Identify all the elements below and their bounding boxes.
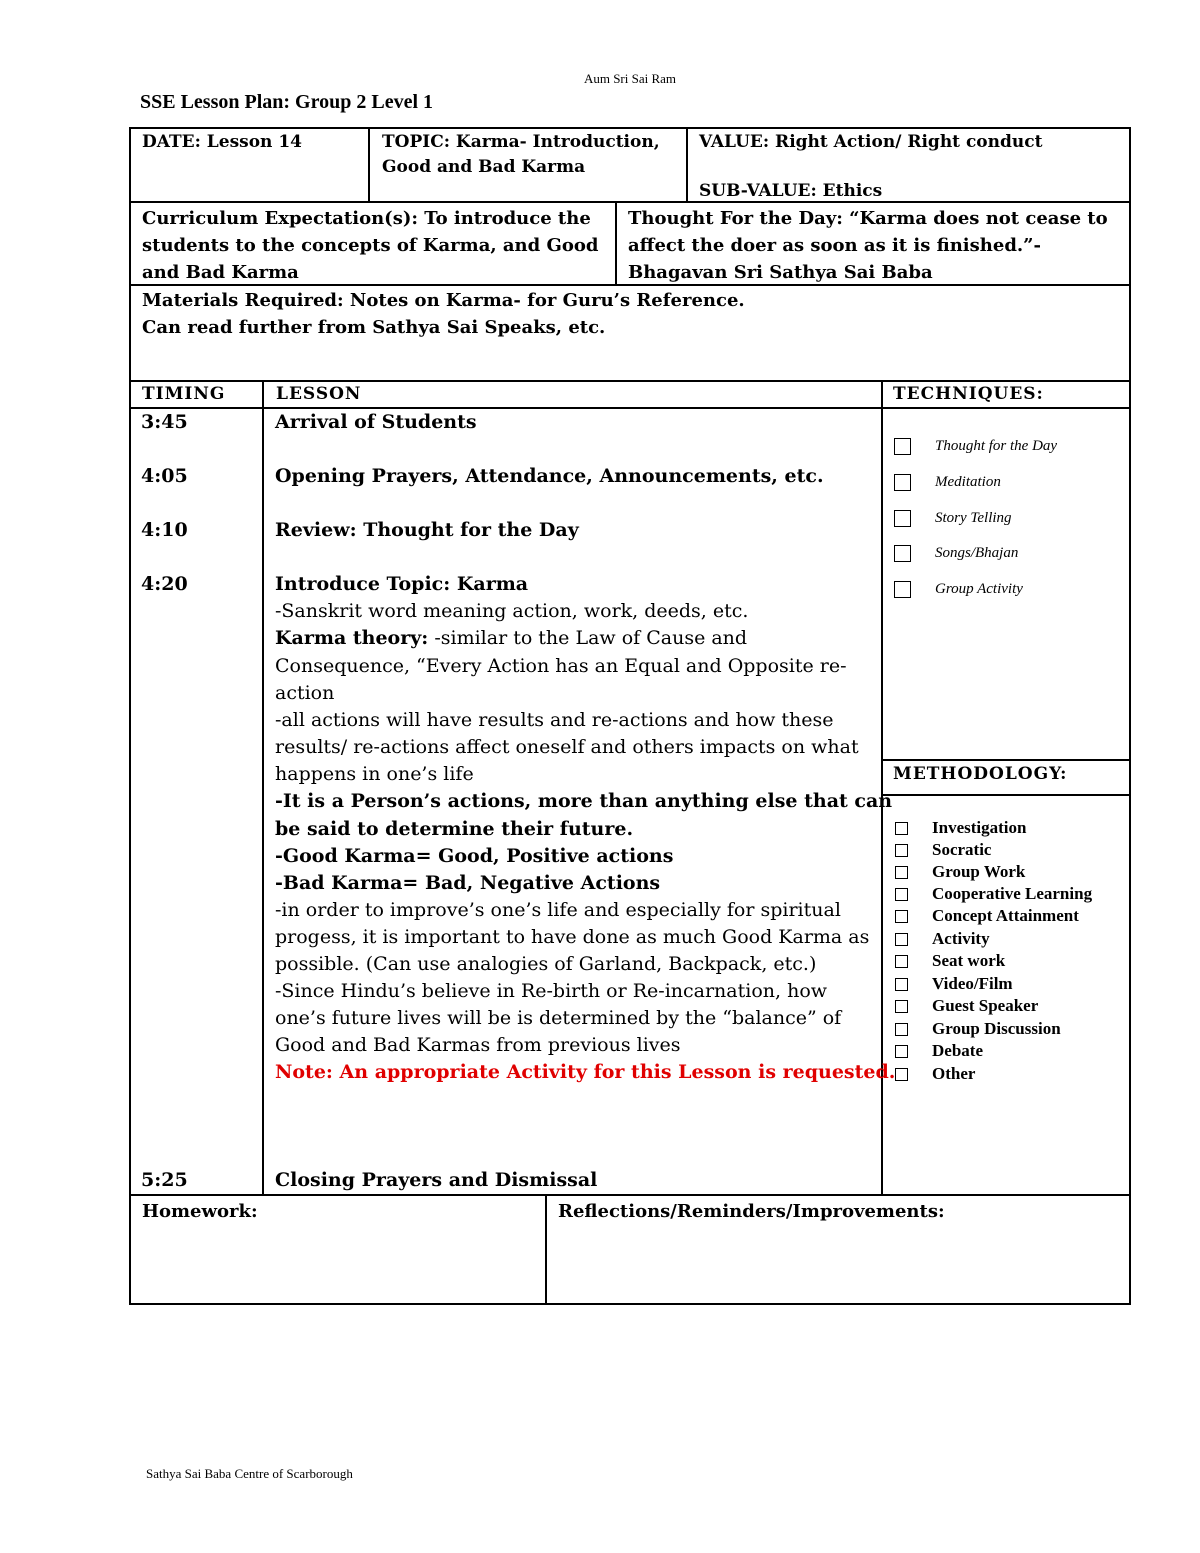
sub-value-text: SUB-VALUE: Ethics: [699, 181, 883, 201]
lesson-note-line: happens in one’s life: [275, 763, 474, 785]
thought-line-1: Thought For the Day: “Karma does not cease to: [628, 208, 1108, 229]
materials-line-2: Can read further from Sathya Sai Speaks, etc.: [142, 317, 606, 338]
thought-line-3: Bhagavan Sri Sathya Sai Baba: [628, 262, 933, 283]
lesson-note-line: be said to determine their future.: [275, 818, 634, 840]
lesson-note-line: Consequence, “Every Action has an Equal and Opposite re-: [275, 655, 847, 677]
lesson-note-line: one’s future lives will be is determined by the “balance” of: [275, 1007, 842, 1029]
lesson-header: LESSON: [276, 384, 362, 404]
activity-cell: Review: Thought for the Day: [275, 519, 579, 541]
checkbox[interactable]: [895, 933, 908, 946]
checkbox[interactable]: [895, 955, 908, 968]
lesson-note-line: -It is a Person’s actions, more than anything else that can: [275, 790, 893, 812]
lesson-note-line: -Bad Karma= Bad, Negative Actions: [275, 872, 661, 894]
lesson-note-line: -Since Hindu’s believe in Re-birth or Re-incarnation, how: [275, 980, 828, 1002]
value-text: VALUE: Right Action/ Right conduct: [699, 132, 1043, 152]
time-cell: 4:10: [141, 519, 188, 541]
topic-line-2: Good and Bad Karma: [382, 157, 586, 177]
methodology-item[interactable]: Debate: [895, 1041, 983, 1061]
methodology-item[interactable]: Other: [895, 1064, 975, 1084]
checkbox[interactable]: [895, 888, 908, 901]
activity-cell: Opening Prayers, Attendance, Announcements, etc.: [275, 465, 824, 487]
methodology-item[interactable]: Guest Speaker: [895, 996, 1038, 1016]
checkbox[interactable]: [894, 438, 911, 455]
activity-cell: Arrival of Students: [275, 411, 477, 433]
homework-label: Homework:: [142, 1201, 258, 1222]
curriculum-line-1: Curriculum Expectation(s): To introduce the: [142, 208, 591, 229]
checkbox[interactable]: [895, 822, 908, 835]
checkbox[interactable]: [895, 1023, 908, 1036]
checkbox[interactable]: [895, 1045, 908, 1058]
checkbox[interactable]: [895, 866, 908, 879]
technique-item[interactable]: Songs/Bhajan: [894, 545, 1018, 562]
checkbox[interactable]: [894, 474, 911, 491]
methodology-item[interactable]: Activity: [895, 929, 990, 949]
activity-cell: Introduce Topic: Karma: [275, 573, 529, 595]
lesson-note-line: -Good Karma= Good, Positive actions: [275, 845, 674, 867]
karma-theory-label: Karma theory:: [275, 627, 429, 649]
checkbox[interactable]: [895, 910, 908, 923]
curriculum-line-2: students to the concepts of Karma, and Good: [142, 235, 599, 256]
time-cell: 3:45: [141, 411, 188, 433]
checkbox[interactable]: [894, 581, 911, 598]
lesson-note-line: -in order to improve’s one’s life and especially for spiritual: [275, 899, 841, 921]
methodology-item[interactable]: Seat work: [895, 951, 1005, 971]
lesson-note-line: results/ re-actions affect oneself and others impacts on what: [275, 736, 859, 758]
checkbox[interactable]: [895, 844, 908, 857]
checkbox[interactable]: [895, 978, 908, 991]
footer-text: Sathya Sai Baba Centre of Scarborough: [146, 1466, 353, 1481]
lesson-note-line: progess, it is important to have done as much Good Karma as: [275, 926, 870, 948]
techniques-header: TECHNIQUES:: [893, 384, 1044, 404]
activity-request-note: Note: An appropriate Activity for this Lesson is requested.: [275, 1061, 896, 1083]
methodology-item[interactable]: Cooperative Learning: [895, 884, 1092, 904]
reflections-label: Reflections/Reminders/Improvements:: [558, 1201, 945, 1222]
lesson-note-line: Good and Bad Karmas from previous lives: [275, 1034, 681, 1056]
methodology-item[interactable]: Group Discussion: [895, 1019, 1061, 1039]
technique-item[interactable]: Meditation: [894, 474, 1001, 491]
methodology-item[interactable]: Group Work: [895, 862, 1025, 882]
methodology-item[interactable]: Investigation: [895, 818, 1026, 838]
thought-line-2: affect the doer as soon as it is finished.”-: [628, 235, 1041, 256]
curriculum-line-3: and Bad Karma: [142, 262, 299, 283]
page-title: SSE Lesson Plan: Group 2 Level 1: [140, 91, 434, 113]
technique-item[interactable]: Group Activity: [894, 581, 1023, 598]
header-top-line: Aum Sri Sai Ram: [583, 71, 677, 86]
methodology-item[interactable]: Socratic: [895, 840, 991, 860]
checkbox[interactable]: [894, 545, 911, 562]
lesson-note-line: -Sanskrit word meaning action, work, deeds, etc.: [275, 600, 749, 622]
checkbox[interactable]: [895, 1068, 908, 1081]
technique-item[interactable]: Story Telling: [894, 510, 1012, 527]
lesson-note-line: -all actions will have results and re-actions and how these: [275, 709, 834, 731]
topic-line-1: TOPIC: Karma- Introduction,: [382, 132, 660, 152]
time-cell: 4:05: [141, 465, 188, 487]
timing-header: TIMING: [142, 384, 226, 404]
methodology-item[interactable]: Video/Film: [895, 974, 1013, 994]
lesson-date: DATE: Lesson 14: [142, 132, 302, 152]
lesson-note-line: action: [275, 682, 335, 704]
checkbox[interactable]: [895, 1000, 908, 1013]
time-cell: 4:20: [141, 573, 188, 595]
karma-theory-text: -similar to the Law of Cause and: [428, 627, 748, 649]
technique-item[interactable]: Thought for the Day: [894, 438, 1057, 455]
materials-line-1: Materials Required: Notes on Karma- for Guru’s Reference.: [142, 290, 745, 311]
karma-theory-line: [275, 627, 747, 649]
activity-cell: Closing Prayers and Dismissal: [275, 1169, 598, 1191]
methodology-header: METHODOLOGY:: [893, 764, 1068, 784]
time-cell: 5:25: [141, 1169, 188, 1191]
methodology-item[interactable]: Concept Attainment: [895, 906, 1079, 926]
checkbox[interactable]: [894, 510, 911, 527]
lesson-note-line: possible. (Can use analogies of Garland, Backpack, etc.): [275, 953, 817, 975]
